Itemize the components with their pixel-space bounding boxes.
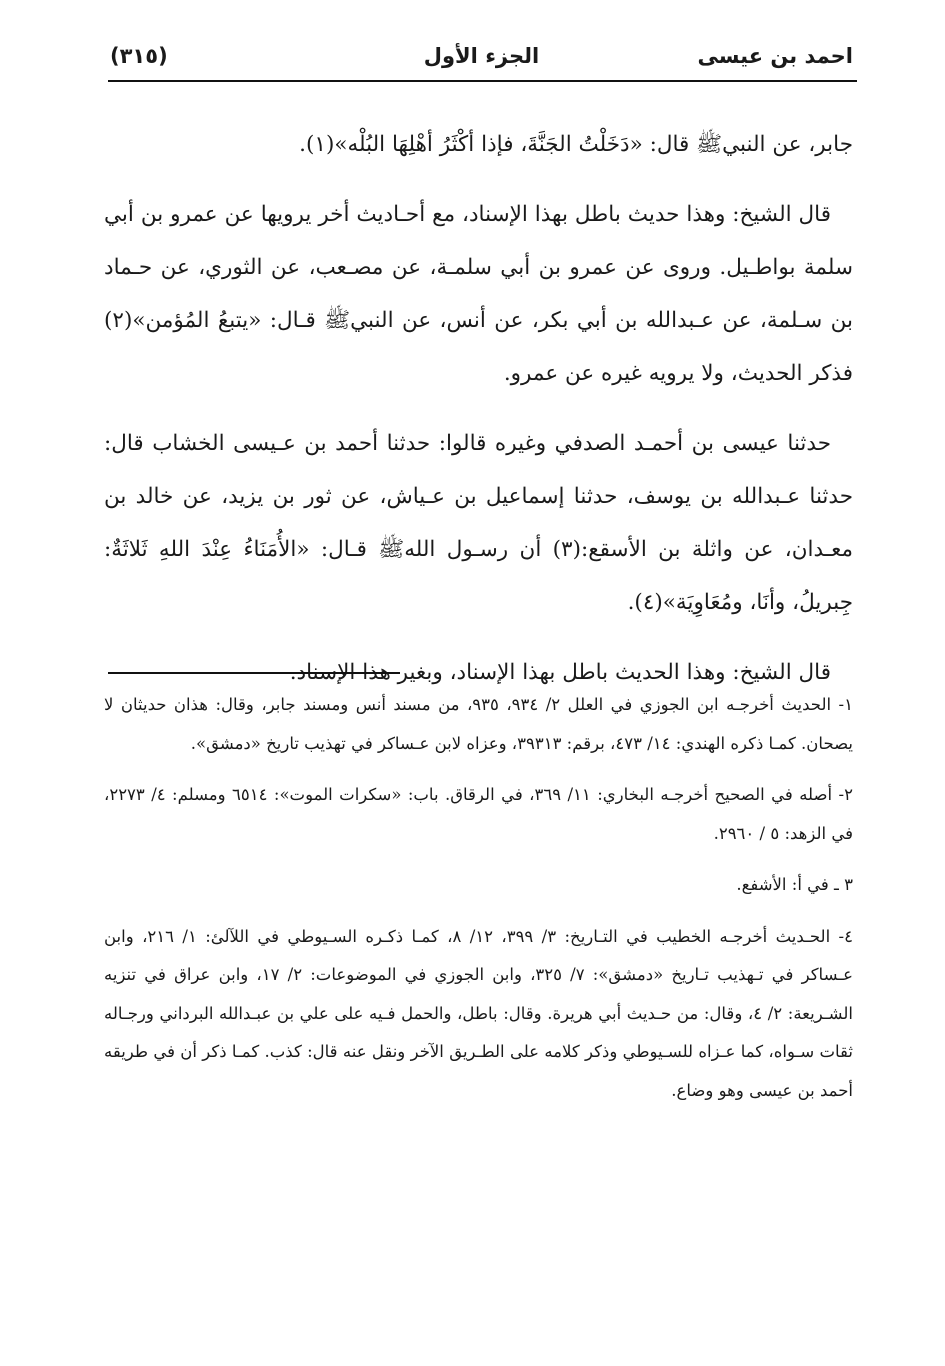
footnotes	[104, 686, 853, 1123]
main-text	[104, 118, 853, 716]
header-author: احمد بن عيسى	[697, 44, 853, 68]
footnote-separator	[108, 672, 400, 674]
paragraph-3: حدثنا عيسى بن أحمـد الصدفي وغيره قالوا: حدثنا أحمد بن عـيسى الخشاب قال: حدثنا عـبدالله بن يوسف، حدثنا إسماعيل بن عـياش، عن ثور بن يزيد، عن خالد بن معـدان، عن واثلة بن الأسقع:(٣) أن رسـول اللهﷺ قـال: «الأُمَنَاءُ عِنْدَ اللهِ ثَلاثَةٌ: جِبريلُ، وأنَا، ومُعَاوِيَة»(٤).	[104, 431, 853, 615]
running-header	[110, 38, 853, 78]
header-rule	[108, 80, 857, 82]
paragraph-1: جابر، عن النبيﷺ قال: «دَخَلْتُ الجَنَّةَ، فإذا أكْثَرُ أهْلِهَا البُلْه»(١).	[299, 132, 853, 157]
paragraph-2: قال الشيخ: وهذا حديث باطل بهذا الإسناد، مع أحـاديث أخر يرويها عن عمرو بن أبي سلمة بواطـيل. وروى عن عمرو بن أبي سلمـة، عن مصـعب، عن الثوري، عن حـماد بن سـلمة، عن عـبدالله بن أبي بكر، عن أنس، عن النبيﷺ قـال: «يتبعُ المُؤمن»(٢) فذكر الحديث، ولا يرويه غيره عن عمرو.	[104, 202, 853, 386]
footnote-4: ٤- الحـديث أخرجـه الخطيب في التـاريخ: ٣/ ٣٩٩، ١٢/ ٨، كمـا ذكـره السـيوطي في اللآلئ: ١/ ٢١٦، وابن عـساكر في تـهذيب تـاريخ «دمشق»: ٧/ ٣٢٥، وابن الجوزي في الموضوعات: ٢/ ١٧، وابن عراق في تنزيه الشـريعة: ٢/ ٤، وقال: من حـديث أبي هريرة. وقال: باطل، والحمل فـيه على علي بن عبـدالله البرداني ورجـاله ثقات سـواه، كما عـزاه للسـيوطي وذكر كلامه على الطـريق الآخر ونقل عنه قال: كذب. كمـا ذكر أن في طريقه أحمد بن عيسى وهو وضاع.	[104, 926, 853, 1100]
footnote-1: ١- الحديث أخرجـه ابن الجوزي في العلل ٢/ ٩٣٤، ٩٣٥، من مسند أنس ومسند جابر، وقال: هذان حديثان لا يصحان. كمـا ذكره الهندي: ١٤/ ٤٧٣، برقم: ٣٩٣١٣، وعزاه لابن عـساكر في تهذيب تاريخ «دمشق».	[104, 695, 853, 753]
paragraph-4: قال الشيخ: وهذا الحديث باطل بهذا الإسناد، وبغير هذا الإسناد.	[289, 660, 831, 685]
footnote-2: ٢- أصله في الصحيح أخرجـه البخاري: ١١/ ٣٦٩، في الرقاق. باب: «سكرات الموت»: ٦٥١٤ ومسلم: ٤/ ٢٢٧٣، في الزهد: ٥ / ٢٩٦٠.	[104, 785, 853, 843]
header-page-number: (٣١٥)	[110, 44, 168, 68]
footnote-3: ٣ ـ في أ: الأشفع.	[736, 875, 853, 894]
header-volume: الجزء الأول	[423, 44, 540, 68]
